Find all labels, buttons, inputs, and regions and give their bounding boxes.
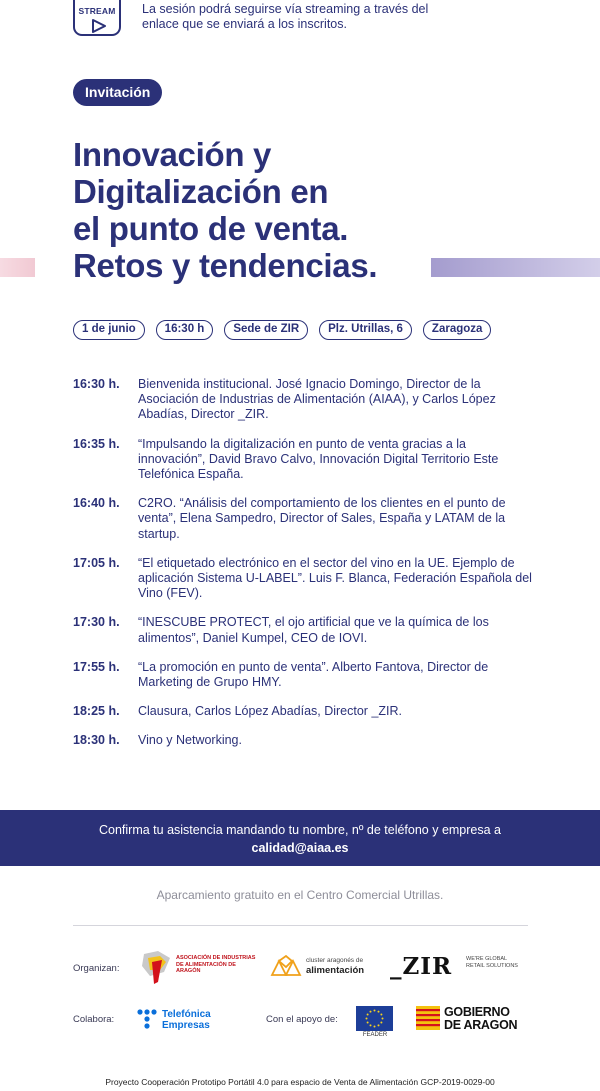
decorative-purple-bar <box>431 258 600 277</box>
agenda-item <box>73 377 533 423</box>
agenda-item <box>73 437 533 483</box>
agenda-item <box>73 556 533 602</box>
agenda-time: 17:55 h. <box>73 659 120 674</box>
rsvp-banner <box>0 810 600 866</box>
agenda-item <box>73 615 533 645</box>
organizers-label: Organizan: <box>73 963 120 974</box>
agenda <box>73 377 533 749</box>
agenda-time: 16:40 h. <box>73 496 120 511</box>
invitation-badge: Invitación <box>73 79 162 106</box>
agenda-time: 16:30 h. <box>73 377 120 391</box>
agenda-description: “INESCUBE PROTECT, el ojo artificial que ve la química de los alimentos”, Daniel Kumpel, CEO de IOVI. <box>138 615 489 645</box>
agenda-time: 18:25 h. <box>73 704 120 719</box>
stream-icon-label: STREAM <box>78 6 116 16</box>
agenda-time: 18:30 h. <box>73 733 120 748</box>
title-line: Digitalización en <box>73 173 329 210</box>
title-line: Innovación y <box>73 136 272 173</box>
cluster-logo-small-text: cluster aragonés de <box>306 957 364 964</box>
telefonica-logo-text <box>162 1009 222 1031</box>
time-pill: 16:30 h <box>156 320 214 340</box>
aiaa-emblem-icon <box>140 950 174 986</box>
support-label: Con el apoyo de: <box>266 1014 338 1025</box>
agenda-description: Vino y Networking. <box>138 733 242 748</box>
rsvp-email-link[interactable]: calidad@aiaa.es <box>251 841 349 855</box>
event-details <box>73 320 502 340</box>
cluster-logo-text: alimentación <box>306 965 365 976</box>
collaborator-label: Colabora: <box>73 1014 115 1025</box>
agenda-time: 17:05 h. <box>73 555 120 570</box>
aiaa-logo-text: ASOCIACIÓN DE INDUSTRIAS DE ALIMENTACIÓN DE ARAGÓN <box>176 955 256 974</box>
agenda-description: “La promoción en punto de venta”. Alberto Fantova, Director de Marketing de Grupo HMY. <box>138 659 489 690</box>
stream-text: La sesión podrá seguirse vía streaming a través del enlace que se enviará a los inscritos. <box>142 2 429 31</box>
rsvp-text: Confirma tu asistencia mandando tu nombre, nº de teléfono y empresa a <box>98 823 501 837</box>
title-line: el punto de venta. <box>73 210 349 247</box>
divider <box>73 925 528 926</box>
event-title <box>73 136 423 284</box>
gobierno-aragon-text <box>444 1006 517 1031</box>
stream-icon <box>73 0 121 36</box>
gobierno-line-2: DE ARAGON <box>444 1017 518 1032</box>
play-icon <box>91 19 107 33</box>
telefonica-dots-icon <box>136 1008 158 1030</box>
agenda-item <box>73 496 533 542</box>
agenda-description: “El etiquetado electrónico en el sector del vino en la UE. Ejemplo de aplicación Sistema U-LABEL”. Luis F. Blanca, Federación Española del Vino (FEV). <box>138 555 532 601</box>
gobierno-line-1: GOBIERNO <box>444 1005 510 1019</box>
decorative-pink-bar <box>0 258 35 277</box>
cluster-logo <box>270 955 370 979</box>
zir-logo <box>390 953 530 979</box>
zir-logo-mark: _ZIR <box>390 953 453 980</box>
agenda-description: Bienvenida institucional. José Ignacio Domingo, Director de la Asociación de Industrias de Alimentación (AIAA), y Carlos López Abadías, Director _ZIR. <box>138 377 496 422</box>
feader-label: FEADER <box>362 1032 388 1038</box>
eu-feader-logo <box>356 1006 394 1040</box>
address-pill: Plz. Utrillas, 6 <box>319 320 412 340</box>
aiaa-logo <box>140 950 256 986</box>
telefonica-logo <box>136 1008 216 1032</box>
zir-tagline: WE'RE GLOBAL RETAIL SOLUTIONS <box>466 956 518 969</box>
agenda-time: 16:35 h. <box>73 436 120 451</box>
title-line: Retos y tendencias. <box>73 247 378 284</box>
project-footer: Proyecto Cooperación Prototipo Portátil 4.0 para espacio de Venta de Alimentación GCP-2019-0029-00 <box>105 1077 495 1087</box>
eu-stars-icon <box>356 1006 393 1031</box>
agenda-item <box>73 733 533 748</box>
cluster-triangles-icon <box>270 955 302 977</box>
agenda-description: C2RO. “Análisis del comportamiento de los clientes en el punto de venta”, Elena Sampedro, Director of Sales, España y LATAM de la startup. <box>138 496 506 541</box>
city-pill: Zaragoza <box>423 320 492 340</box>
agenda-description: Clausura, Carlos López Abadías, Director _ZIR. <box>138 704 403 719</box>
parking-note: Aparcamiento gratuito en el Centro Comercial Utrillas. <box>156 888 444 902</box>
aragon-flag-icon <box>416 1006 440 1030</box>
agenda-item <box>73 660 533 690</box>
date-pill: 1 de junio <box>73 320 145 340</box>
agenda-description: “Impulsando la digitalización en punto de venta gracias a la innovación”, David Bravo Calvo, Innovación Digital Territorio Este Telefónica España. <box>138 436 499 482</box>
agenda-item <box>73 704 533 719</box>
telefonica-line-2: Empresas <box>162 1020 210 1031</box>
streaming-notice <box>73 0 553 40</box>
agenda-time: 17:30 h. <box>73 615 120 630</box>
venue-pill: Sede de ZIR <box>224 320 308 340</box>
telefonica-line-1: Telefónica <box>162 1009 211 1020</box>
gobierno-aragon-logo <box>416 1006 531 1032</box>
eu-flag-icon <box>356 1006 393 1031</box>
